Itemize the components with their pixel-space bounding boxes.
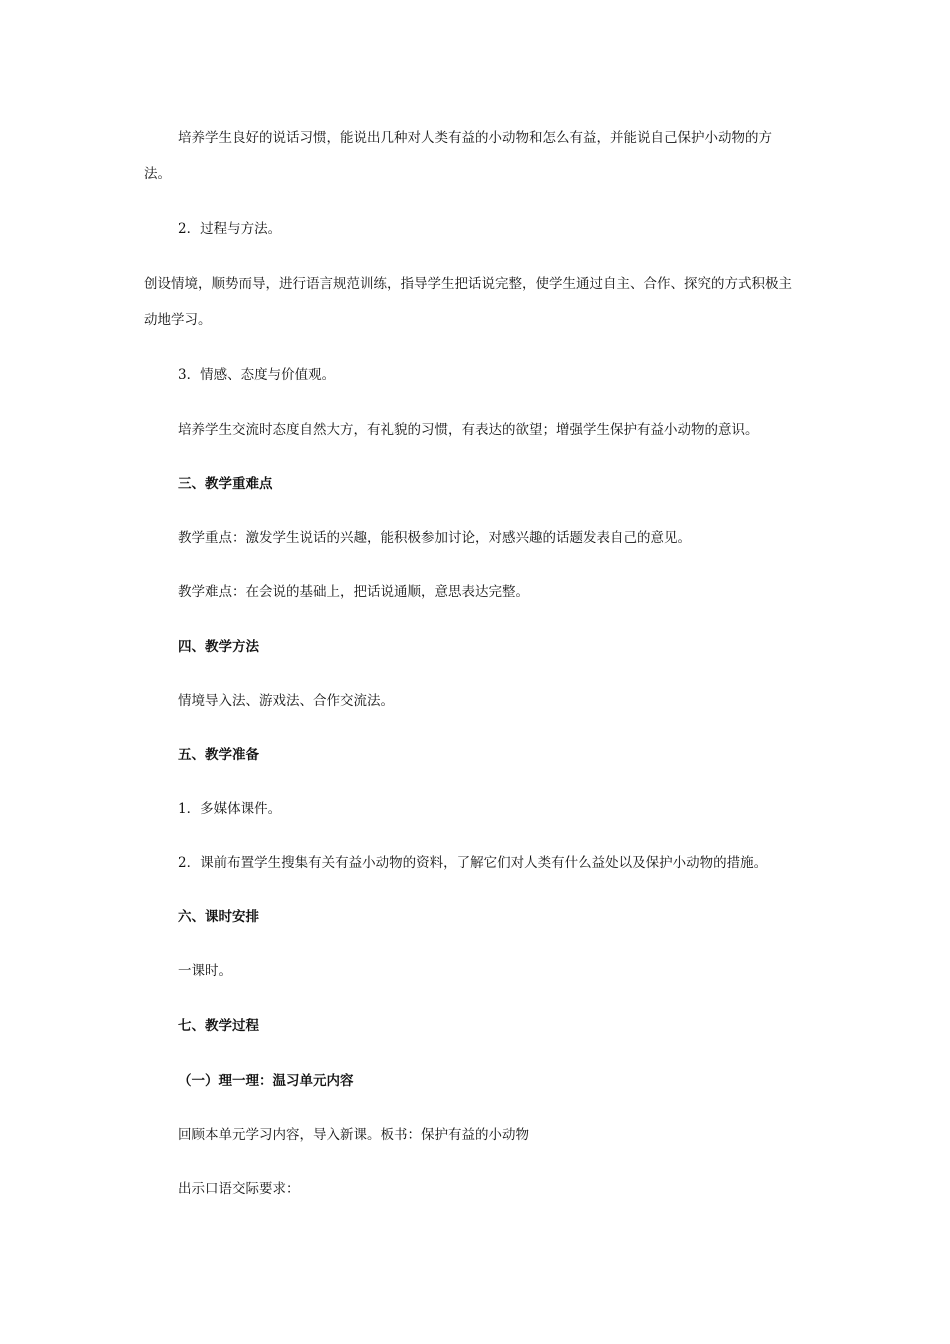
paragraph-line: 教学难点：在会说的基础上，把话说通顺，意思表达完整。 [178,584,529,600]
section-heading: 四、教学方法 [178,639,259,655]
paragraph-line: 动地学习。 [144,312,212,328]
section-heading: 五、教学准备 [178,747,259,763]
numbered-heading: 2．过程与方法。 [178,221,282,237]
paragraph-line: 一课时。 [178,963,232,979]
paragraph-line: 培养学生交流时态度自然大方，有礼貌的习惯，有表达的欲望；增强学生保护有益小动物的意识。 [178,422,759,438]
paragraph-line: 法。 [144,166,171,182]
list-item: 2．课前布置学生搜集有关有益小动物的资料，了解它们对人类有什么益处以及保护小动物的措施。 [178,855,768,871]
paragraph-line: 情境导入法、游戏法、合作交流法。 [178,693,394,709]
paragraph-line: 出示口语交际要求： [178,1181,300,1197]
numbered-heading: 3．情感、态度与价值观。 [178,367,336,383]
list-item: 1．多媒体课件。 [178,801,282,817]
section-heading: 六、课时安排 [178,909,259,925]
paragraph-line: 回顾本单元学习内容，导入新课。板书：保护有益的小动物 [178,1127,529,1143]
paragraph-line: 创设情境，顺势而导，进行语言规范训练，指导学生把话说完整，使学生通过自主、合作、探究的方式积极主 [144,276,792,292]
section-heading: 三、教学重难点 [178,476,273,492]
section-heading: 七、教学过程 [178,1018,259,1034]
paragraph-line: 培养学生良好的说话习惯，能说出几种对人类有益的小动物和怎么有益，并能说自己保护小动物的方 [178,130,772,146]
subsection-heading: （一）理一理：温习单元内容 [178,1073,354,1089]
paragraph-line: 教学重点：激发学生说话的兴趣，能积极参加讨论，对感兴趣的话题发表自己的意见。 [178,530,691,546]
